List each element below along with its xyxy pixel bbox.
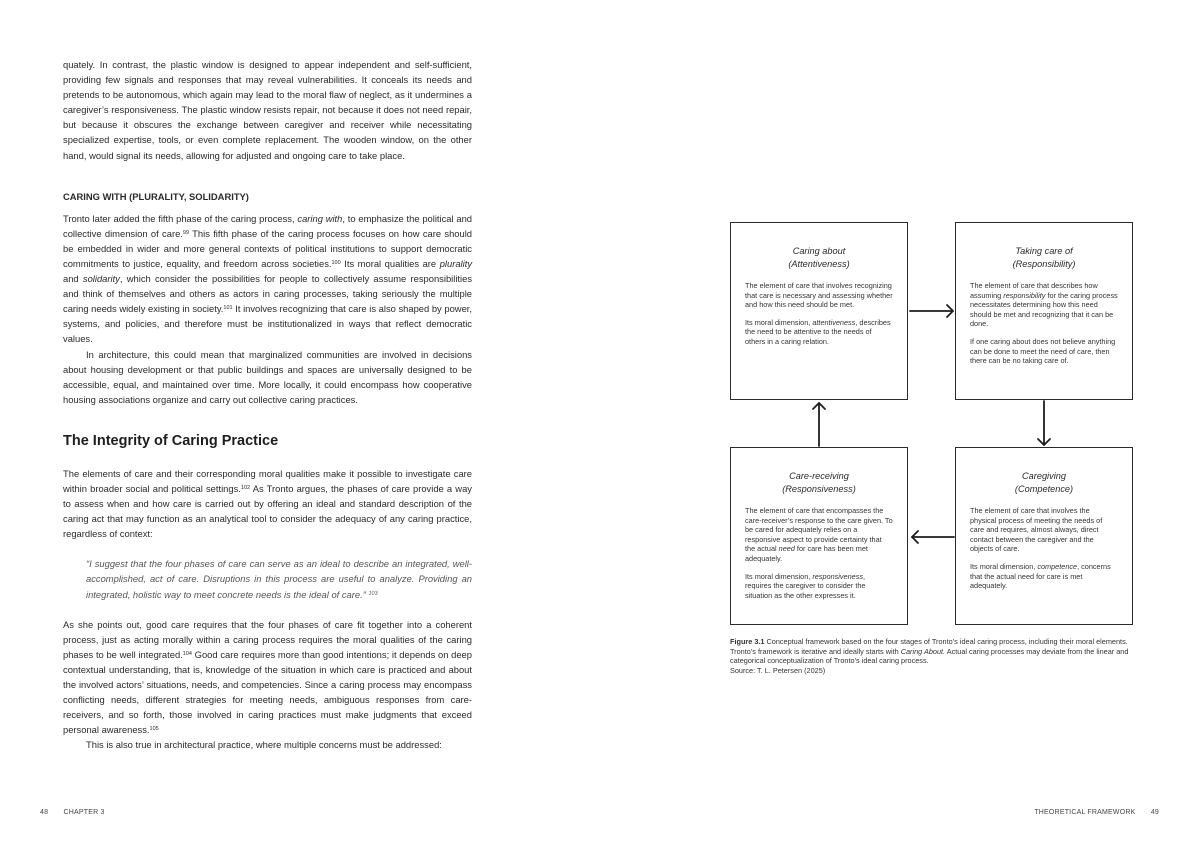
footnote-ref: 105 <box>149 726 159 733</box>
box-title: Taking care of (Responsibility) <box>1012 246 1076 269</box>
box-title: Care-receiving (Responsiveness) <box>782 471 856 494</box>
footnote-ref: 99 <box>182 229 190 236</box>
paragraph-architectural-practice: This is also true in architectural practice, where multiple concerns must be addressed: <box>86 739 442 751</box>
box-description: The element of care that encompasses the care-receiver’s response to the care given. To be cared for adequately relies on a responsive aspect to provide certainty that the actual need for care has been met adequately. Its moral dimension, responsiveness, requires the caregiver to consider the situation as the other expresses it. <box>745 506 893 600</box>
subheading-caring-with: CARING WITH (PLURALITY, SOLIDARITY) <box>63 190 249 202</box>
footer-right <box>1034 809 1159 816</box>
block-quote: “I suggest that the four phases of care can serve as an ideal to describe an integrated, well-accomplished, act of care. Disruptions in this process are useful to analyze. Providing an integrated, holistic way to meet concrete needs is the ideal of care.” $^{103}$ <box>86 558 472 600</box>
footer-left <box>40 809 105 816</box>
figure-caption: Figure 3.1 Conceptual framework based on the four stages of Tronto’s ideal caring process, including their moral elements. Tronto’s framework is iterative and ideally starts with Caring About. Actual caring processes may deviate from the linear and categorical conceptualization of Tronto’s ideal caring process. Source: T. L. Petersen (2025) <box>730 637 1140 675</box>
footnote-ref: 100 <box>331 259 341 266</box>
figure-source: Source: T. L. Petersen (2025) <box>730 665 826 675</box>
box-description: The element of care that describes how assuming responsibility for the caring process necessitates determining how this need should be met and recognizing that it can be done. If one caring about does not believe anything can be done to meet the need of care, then there can be no taking care of. <box>970 281 1118 366</box>
arrow-up-icon <box>813 403 825 446</box>
box-description: The element of care that involves the physical process of meeting the needs of care and requires, almost always, direct contact between the caregiver and the objects of care. Its moral dimension, competence, concerns that the actual need for care is met adequately. <box>970 506 1111 591</box>
footnote-ref: 101 <box>223 305 233 312</box>
paragraph-good-care: As she points out, good care requires that the four phases of care fit together into a coherent process, just as acting morally within a caring process requires the moral qualities of the caring phases to be well integrated.$^{104}$ Good care requires more than good intentions; it depends on deep contextual understanding, that is, knowledge of the situation in which care is practiced and about the involved actors’ situations, needs, and competencies. Since a caring process may encompass conflicting needs, different strategies for meeting needs, ambiguous responses from care-receivers, and so forth, those involved in caring practices must make judgments that exceed personal awareness.$^{105}$ <box>63 618 472 736</box>
arrow-left-icon <box>912 531 954 543</box>
paragraph-architecture: In architecture, this could mean that marginalized communities are involved in decisions about housing development or that public buildings and spaces are universally designed to be accessible, equal, and maintained over time. More locally, it could encompass how cooperative housing associations organize and carry out collective caring practices. <box>63 348 472 405</box>
running-head-left: CHAPTER 3 <box>63 809 105 816</box>
section-heading: The Integrity of Caring Practice <box>63 432 279 449</box>
box-description: The element of care that involves recognizing that care is necessary and assessing whether and how this need should be met. Its moral dimension, attentiveness, describes the need to be attentive to the needs of others in a caring relation. <box>745 281 893 346</box>
footnote-ref: 104 <box>182 650 192 657</box>
footnote-ref: 102 <box>240 484 251 491</box>
box-title: Caregiving (Competence) <box>1014 471 1074 494</box>
page-number-right: 49 <box>1150 809 1159 816</box>
paragraph-caring-with: Tronto later added the fifth phase of the caring process, caring with, to emphasize the political and collective dimension of care.$^{99}$ This fifth phase of the caring process focuses on how care should be embedded in wider and more general contexts of political institutions to support democratic commitments to justice, equality, and freedom across societies.$^{100}$ Its moral qualities are plurality and solidarity, which consider the possibilities for people to collectively assume responsibilities and think of themselves and others as actors in caring processes, taking seriously the multiple caring needs widely existing in society.$^{101}$ It involves recognizing that care is also shaped by power, systems, and policies, and therefore must be institutionalized in ways that reflect democratic values. <box>63 212 473 345</box>
running-head-right: THEORETICAL FRAMEWORK <box>1034 809 1136 816</box>
paragraph-elements-of-care: The elements of care and their corresponding moral qualities make it possible to investigate care within broader social and political settings.$^{102}$ As Tronto argues, the phases of care provide a way to assess when and how care is carried out by offering an ideal and standard description of the caring act that may function as an analytical tool to consider the adequacy of any caring practice, regardless of context: <box>63 467 472 540</box>
footnote-ref: 103 <box>368 590 378 597</box>
arrow-right-icon <box>910 305 953 317</box>
box-title: Caring about (Attentiveness) <box>788 246 850 269</box>
figure-label: Figure 3.1 <box>730 637 765 646</box>
page-number-left: 48 <box>40 809 49 816</box>
arrow-down-icon <box>1038 401 1050 445</box>
intro-paragraph: quately. In contrast, the plastic window is designed to appear independent and self-sufficient, providing few signals and responses that may reveal vulnerabilities. It conceals its needs and pretends to be autonomous, which again may lead to the moral flaw of neglect, as it undermines a caregiver’s responsiveness. The plastic window resists repair, not because it does not need repair, but because it obscures the exchange between caregiver and receiver while necessitating specialized expertise, tools, or even complete replacement. The wooden window, on the other hand, would signal its needs, allowing for adjusted and ongoing care to take place. <box>63 59 472 161</box>
